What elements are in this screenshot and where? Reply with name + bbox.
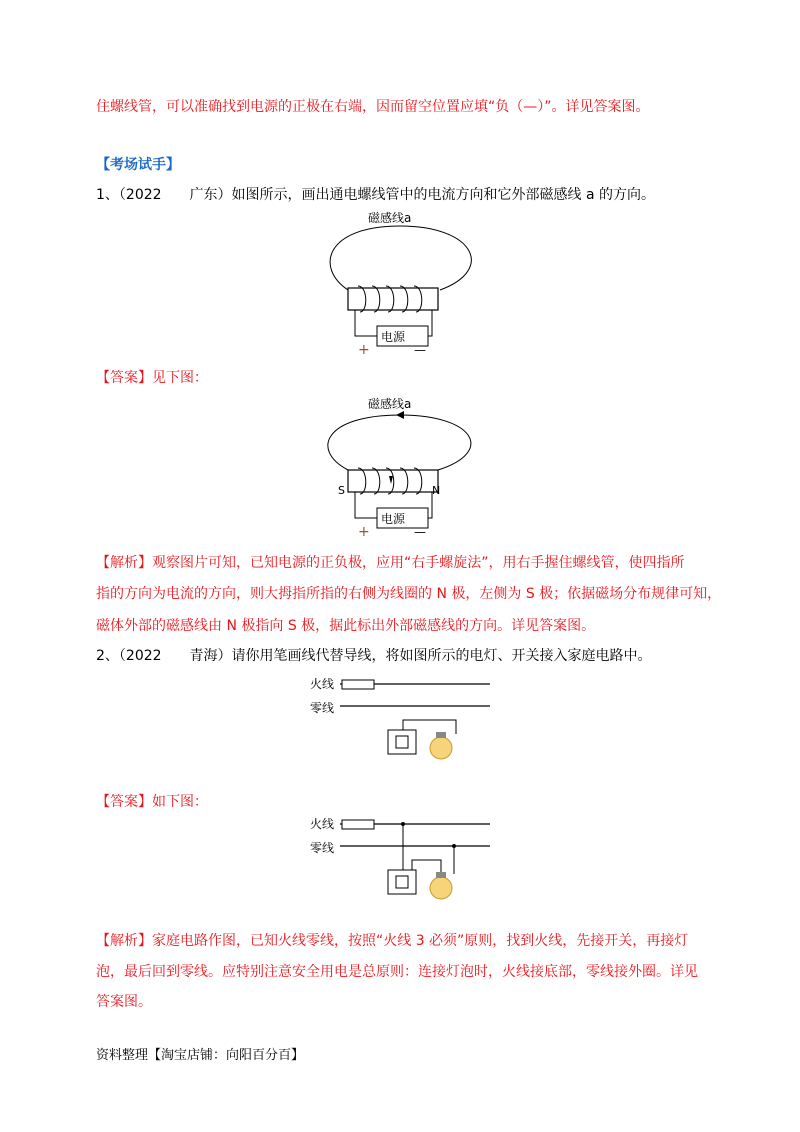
wire-left <box>355 492 377 518</box>
question-2: 2、（2022 青海）请你用笔画线代替导线，将如图所示的电灯、开关接入家庭电路中。 <box>96 648 652 664</box>
neutral-wire-label: 零线 <box>310 841 335 855</box>
answer-2-label: 【答案】如下图： <box>96 794 208 810</box>
live-wire-label: 火线 <box>310 817 335 831</box>
household-circuit-question <box>300 672 500 768</box>
switch <box>396 736 408 748</box>
coil-windings <box>358 286 422 312</box>
light-bulb-icon <box>430 737 452 759</box>
bulb-socket <box>436 872 446 878</box>
answer-1-label: 【答案】见下图： <box>96 370 208 386</box>
explanation-1: 【解析】观察图片可知，已知电源的正负极，应用“右手螺旋法”，用右手握住螺线管，使四指所 <box>96 555 685 571</box>
positive-terminal: + <box>358 524 370 540</box>
power-source-label: 电源 <box>381 330 406 344</box>
field-line-label: 磁感线a <box>368 397 412 411</box>
section-heading: 【考场试手】 <box>96 157 180 173</box>
power-source-label: 电源 <box>381 512 406 526</box>
light-bulb-icon <box>430 877 452 899</box>
switch-box <box>388 870 416 894</box>
question-1: 1、（2022 广东）如图所示，画出通电螺线管中的电流方向和它外部磁感线 a 的方向。 <box>96 187 656 203</box>
negative-terminal: — <box>414 343 426 357</box>
switch-box <box>388 730 416 754</box>
solenoid-figure-answer <box>310 390 490 540</box>
household-circuit-answer <box>300 812 500 908</box>
positive-terminal: + <box>358 342 370 358</box>
n-pole-label: N <box>432 484 441 497</box>
live-wire-label: 火线 <box>310 677 335 691</box>
bulb-socket <box>436 732 446 738</box>
s-pole-label: S <box>338 484 345 497</box>
wire-right <box>428 310 432 336</box>
field-line-label: 磁感线a <box>368 211 412 225</box>
explanation-2-line-3: 答案图。 <box>96 994 152 1010</box>
field-line <box>330 226 471 290</box>
field-line <box>328 415 471 470</box>
negative-terminal: — <box>414 525 426 539</box>
fuse <box>342 680 374 689</box>
coil-windings <box>358 468 422 494</box>
wire-left <box>355 310 377 336</box>
footer-credit: 资料整理【淘宝店铺：向阳百分百】 <box>96 1048 305 1063</box>
fuse <box>342 820 374 829</box>
current-direction-arrow <box>389 476 393 484</box>
switch-to-bulb-wire <box>403 720 456 734</box>
field-direction-arrow <box>396 411 404 419</box>
explanation-2: 【解析】家庭电路作图，已知火线零线，按照“火线 3 必须”原则，找到火线，先接开关，再接灯 <box>96 933 689 949</box>
explanation-1-line-2: 指的方向为电流的方向，则大拇指所指的右侧为线圈的 N 极，左侧为 S 极；依据磁场分布规律可知， <box>96 586 722 602</box>
neutral-wire-label: 零线 <box>310 701 335 715</box>
text-line: 住螺线管，可以准确找到电源的正极在右端，因而留空位置应填“负（—）”。详见答案图。 <box>96 99 650 115</box>
explanation-1-line-3: 磁体外部的磁感线由 N 极指向 S 极，据此标出外部磁感线的方向。详见答案图。 <box>96 618 596 634</box>
explanation-2-line-2: 泡，最后回到零线。应特别注意安全用电是总原则：连接灯泡时，火线接底部，零线接外圈。详见 <box>96 964 698 980</box>
solenoid-figure-question <box>310 208 490 358</box>
switch <box>396 876 408 888</box>
